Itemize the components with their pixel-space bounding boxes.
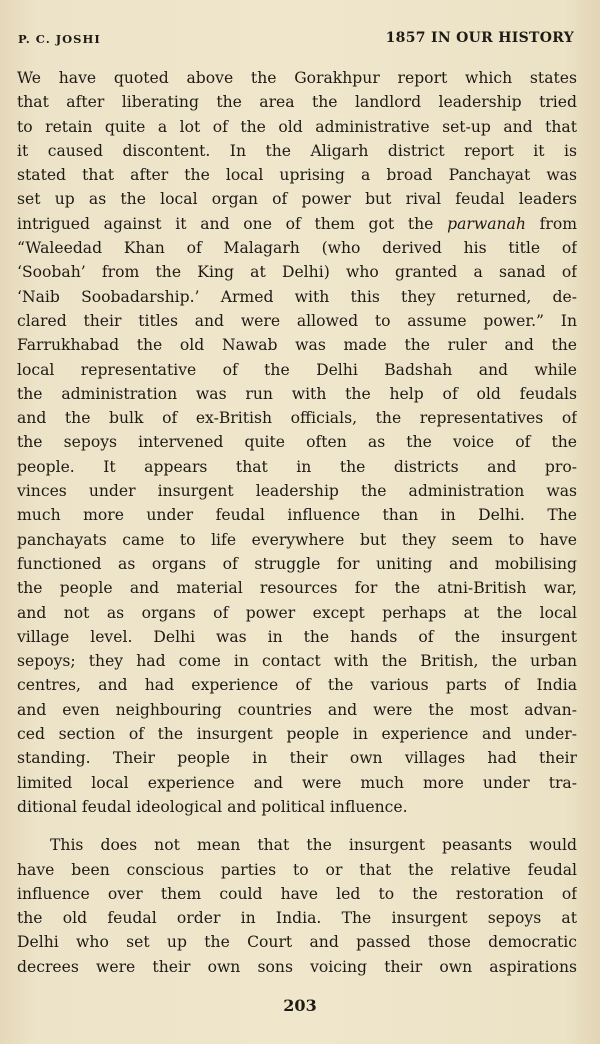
text-line: much more under feudal influence than in Delhi. The bbox=[17, 506, 577, 525]
text-line: the administration was run with the help of old feudals bbox=[17, 384, 577, 403]
text-line: and not as organs of power except perhaps at the local bbox=[17, 603, 577, 622]
text-line: people. It appears that in the districts and pro- bbox=[17, 457, 577, 476]
text-line: influence over them could have led to the restoration of bbox=[17, 884, 577, 903]
text-line: This does not mean that the insurgent peasants would bbox=[50, 836, 577, 855]
paragraph-gap bbox=[17, 819, 577, 833]
text-line: centres, and had experience of the various parts of India bbox=[17, 676, 577, 695]
paragraph bbox=[17, 66, 577, 819]
text-line: and the bulk of ex-British officials, the representatives of bbox=[17, 409, 577, 428]
text-line: limited local experience and were much more under tra- bbox=[17, 773, 577, 792]
paragraph bbox=[17, 833, 577, 979]
text-line: standing. Their people in their own villages had their bbox=[17, 749, 577, 768]
text-line: panchayats came to life everywhere but they seem to have bbox=[17, 530, 577, 549]
text-line: village level. Delhi was in the hands of the insurgent bbox=[17, 627, 577, 646]
text-line: local representative of the Delhi Badshah and while bbox=[17, 360, 577, 379]
text-line: “Waleedad Khan of Malagarh (who derived his title of bbox=[17, 239, 577, 258]
text-line: set up as the local organ of power but rival feudal leaders bbox=[17, 190, 577, 209]
text-line: sepoys; they had come in contact with the British, the urban bbox=[17, 652, 577, 671]
text-line: clared their titles and were allowed to assume power.” In bbox=[17, 311, 577, 330]
italic-term: parwanah bbox=[447, 214, 526, 233]
text-line: decrees were their own sons voicing their own aspirations bbox=[17, 957, 577, 976]
running-head-title: 1857 IN OUR HISTORY bbox=[385, 30, 574, 46]
text-line: ‘Naib Soobadarship.’ Armed with this they returned, de- bbox=[17, 287, 577, 306]
text-line: and even neighbouring countries and were the most advan- bbox=[17, 700, 577, 719]
text-line: the people and material resources for the atni-British war, bbox=[17, 579, 577, 598]
text-line: to retain quite a lot of the old administrative set-up and that bbox=[17, 117, 577, 136]
text-line: ‘Soobah’ from the King at Delhi) who granted a sanad of bbox=[17, 263, 577, 282]
page-number: 203 bbox=[283, 996, 317, 1015]
text-line: functioned as organs of struggle for uniting and mobilising bbox=[17, 554, 577, 573]
text-line: ced section of the insurgent people in experience and under- bbox=[17, 725, 577, 744]
text-line: the sepoys intervened quite often as the voice of the bbox=[17, 433, 577, 452]
text-line: it caused discontent. In the Aligarh district report it is bbox=[17, 141, 577, 160]
text-line: stated that after the local uprising a broad Panchayat was bbox=[17, 166, 577, 185]
text-line: Delhi who set up the Court and passed those democratic bbox=[17, 933, 577, 952]
running-head-author: P. C. JOSHI bbox=[18, 32, 101, 46]
text-line: that after liberating the area the landlord leadership tried bbox=[17, 93, 577, 112]
text-line: the old feudal order in India. The insurgent sepoys at bbox=[17, 909, 577, 928]
text-line: ditional feudal ideological and political influence. bbox=[17, 797, 408, 816]
text-line: We have quoted above the Gorakhpur report which states bbox=[17, 69, 577, 87]
running-head bbox=[18, 30, 574, 50]
text-line: intrigued against it and one of them got the parwanah from bbox=[17, 214, 577, 233]
body-text bbox=[17, 66, 577, 979]
text-line: Farrukhabad the old Nawab was made the ruler and the bbox=[17, 336, 577, 355]
text-line: have been conscious parties to or that the relative feudal bbox=[17, 860, 577, 879]
text-line: vinces under insurgent leadership the administration was bbox=[17, 482, 577, 501]
